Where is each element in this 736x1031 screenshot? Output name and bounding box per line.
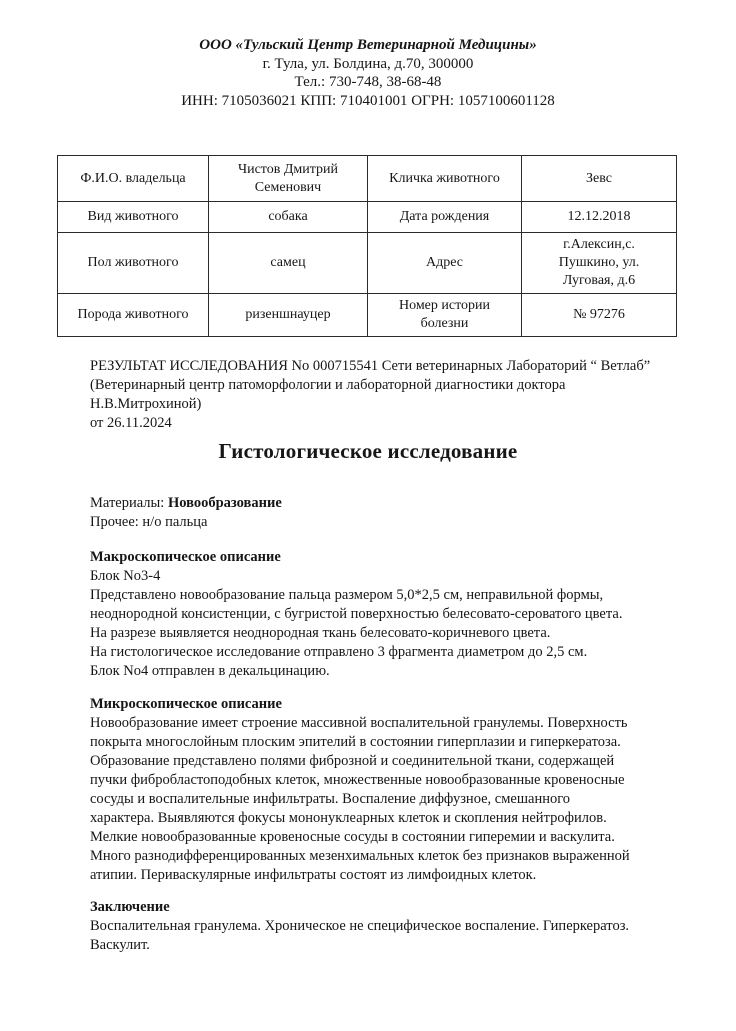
micro-line: атипии. Периваскулярные инфильтраты состоят из лимфоидных клеток. (90, 867, 537, 883)
materials-line (90, 494, 666, 513)
table-row (58, 156, 677, 202)
micro-line: пучки фибробластоподобных клеток, множественные новообразованные кровеносные (90, 772, 625, 788)
macro-line: На разрезе выявляется неоднородная ткань белесовато-коричневого цвета. (90, 625, 551, 641)
conclusion-heading: Заключение (90, 899, 170, 915)
other-value: н/о пальца (142, 514, 208, 530)
micro-line: характера. Выявляются фокусы мононуклеарных клеток и скопления нейтрофилов. (90, 810, 607, 826)
clinic-address: г. Тула, ул. Болдина, д.70, 300000 (262, 55, 474, 72)
clinic-name: ООО «Тульский Центр Ветеринарной Медицины» (199, 37, 537, 53)
breed-label: Порода животного (58, 294, 209, 337)
table-row (58, 202, 677, 233)
macro-description-section (90, 548, 666, 681)
micro-line: Образование представлено полями фиброзной и соединительной ткани, содержащей (90, 753, 615, 769)
macro-line: На гистологическое исследование отправлено 3 фрагмента диаметром до 2,5 см. (90, 644, 588, 660)
micro-line: покрыта многослойным плоским эпителий в состоянии гиперплазии и гиперкератоза. (90, 734, 621, 750)
macro-line: Представлено новообразование пальца размером 5,0*2,5 см, неправильной формы, (90, 587, 604, 603)
conclusion-line: Воспалительная гранулема. Хроническое не специфическое воспаление. Гиперкератоз. (90, 918, 630, 934)
patient-info-table (57, 155, 677, 337)
sex-label: Пол животного (58, 233, 209, 294)
clinic-phone: Тел.: 730-748, 38-68-48 (294, 74, 442, 90)
address-value: г.Алексин,с. Пушкино, ул. Луговая, д.6 (522, 233, 677, 294)
owner-fio-value: Чистов Дмитрий Семенович (209, 156, 368, 202)
materials-label: Материалы: (90, 495, 165, 511)
materials-value: Новообразование (167, 495, 282, 511)
materials-block (90, 494, 666, 532)
micro-description-section (90, 695, 666, 885)
conclusion-section (90, 898, 666, 955)
page-title: Гистологическое исследование (218, 439, 518, 463)
pet-name-label: Кличка животного (368, 156, 522, 202)
conclusion-line: Васкулит. (90, 937, 150, 953)
result-header-line: РЕЗУЛЬТАТ ИССЛЕДОВАНИЯ No 000715541 Сети ветеринарных Лабораторий “ Ветлаб” (90, 358, 651, 374)
macro-line: неоднородной консистенции, с бугристой поверхностью белесовато-сероватого цвета. (90, 606, 623, 622)
micro-line: Новообразование имеет строение массивной воспалительной гранулемы. Поверхность (90, 715, 628, 731)
micro-line: сосуды и воспалительные инфильтраты. Воспаление диффузное, смешанного (90, 791, 571, 807)
birthdate-value: 12.12.2018 (522, 202, 677, 233)
table-row (58, 233, 677, 294)
micro-heading: Микроскопическое описание (90, 696, 282, 712)
case-number-label: Номер истории болезни (368, 294, 522, 337)
address-label: Адрес (368, 233, 522, 294)
letterhead (0, 0, 736, 110)
table-row (58, 294, 677, 337)
species-label: Вид животного (58, 202, 209, 233)
species-value: собака (209, 202, 368, 233)
result-header (90, 357, 666, 433)
other-label: Прочее: (90, 514, 139, 530)
owner-fio-label: Ф.И.О. владельца (58, 156, 209, 202)
macro-line: Блок No4 отправлен в декальцинацию. (90, 663, 330, 679)
result-header-line: (Ветеринарный центр патоморфологии и лабораторной диагностики доктора Н.В.Митрохиной) (90, 377, 566, 412)
clinic-registration: ИНН: 7105036021 КПП: 710401001 ОГРН: 1057100601128 (181, 92, 555, 109)
pet-name-value: Зевс (522, 156, 677, 202)
other-line (90, 513, 666, 532)
micro-line: Мелкие новообразованные кровеносные сосуды в состоянии гиперемии и васкулита. (90, 829, 615, 845)
sex-value: самец (209, 233, 368, 294)
micro-line: Много разнодифференцированных мезенхимальных клеток без признаков выраженной (90, 848, 630, 864)
case-number-value: № 97276 (522, 294, 677, 337)
birthdate-label: Дата рождения (368, 202, 522, 233)
macro-line: Блок No3-4 (90, 568, 161, 584)
result-header-line: от 26.11.2024 (90, 415, 172, 431)
macro-heading: Макроскопическое описание (90, 549, 281, 565)
breed-value: ризеншнауцер (209, 294, 368, 337)
